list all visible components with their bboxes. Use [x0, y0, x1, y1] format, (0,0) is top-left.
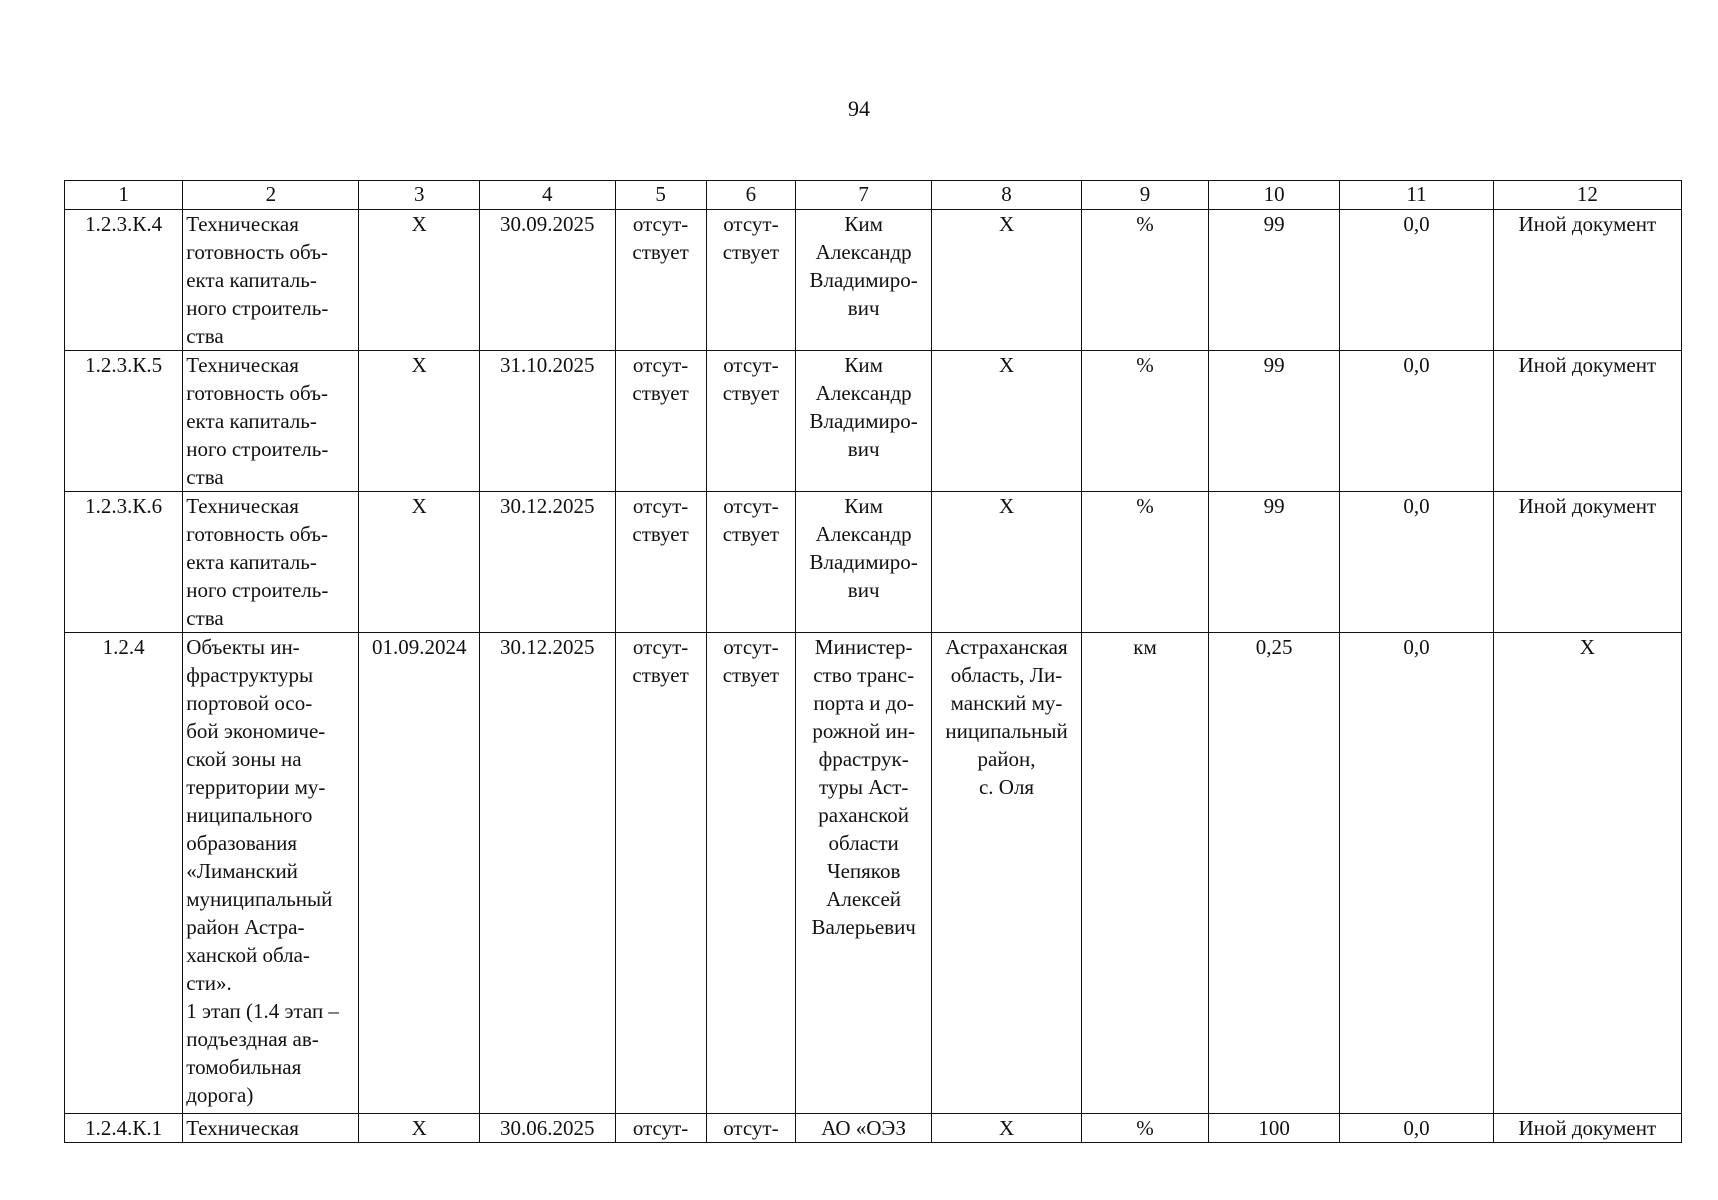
- column-header: 9: [1082, 181, 1209, 210]
- unit-cell: [1082, 633, 1209, 1114]
- document-cell: [1493, 492, 1681, 633]
- value: 99: [1263, 212, 1285, 236]
- cost: 0,0: [1403, 635, 1430, 659]
- col5-value: отсут- ствует: [632, 494, 689, 546]
- value: 0,25: [1255, 635, 1293, 659]
- row-number-cell: [65, 1114, 183, 1143]
- cost-cell: [1340, 1114, 1493, 1143]
- name-cell: [183, 210, 359, 351]
- col5-cell: [615, 210, 706, 351]
- col6-value: отсут- ствует: [722, 353, 780, 405]
- unit-cell: [1082, 492, 1209, 633]
- col5-cell: [615, 633, 706, 1114]
- start-cell: [359, 210, 479, 351]
- end-cell: [479, 1114, 615, 1143]
- start-cell: [359, 1114, 479, 1143]
- col5-value: отсут- ствует: [632, 353, 689, 405]
- column-header: 5: [615, 181, 706, 210]
- name-cell: [183, 351, 359, 492]
- row-name: Техническая готовность объ- екта капиталь- ного строитель- ства: [186, 353, 329, 489]
- unit-cell: [1082, 210, 1209, 351]
- responsible-person: АО «ОЭЗ: [821, 1116, 907, 1140]
- col6-value: отсут- ствует: [722, 212, 780, 264]
- start-date: Х: [411, 1116, 427, 1140]
- end-cell: [479, 633, 615, 1114]
- unit: %: [1136, 494, 1154, 518]
- column-header: 1: [65, 181, 183, 210]
- end-cell: [479, 351, 615, 492]
- responsible-person: Министер- ство транс- порта и до- рожной ин- фраструк- туры Аст- раханской области Чепяков Алексей Валерьевич: [811, 635, 916, 939]
- column-header: 11: [1340, 181, 1493, 210]
- col6-cell: [706, 633, 796, 1114]
- column-header: 10: [1209, 181, 1340, 210]
- location-cell: [932, 351, 1082, 492]
- col5-cell: [615, 1114, 706, 1143]
- start-cell: [359, 633, 479, 1114]
- row-number: 1.2.4.К.1: [85, 1116, 163, 1140]
- start-date: Х: [411, 212, 427, 236]
- col5-value: отсут- ствует: [632, 635, 689, 687]
- col6-value: отсут- ствует: [722, 494, 780, 546]
- cost: 0,0: [1403, 212, 1430, 236]
- unit-cell: [1082, 1114, 1209, 1143]
- name-cell: [183, 633, 359, 1114]
- table-row: [65, 1114, 1682, 1143]
- value-cell: [1209, 210, 1340, 351]
- unit: %: [1136, 1116, 1154, 1140]
- table-row: [65, 351, 1682, 492]
- document-type: Иной документ: [1518, 212, 1657, 236]
- start-date: 01.09.2024: [371, 635, 467, 659]
- cost-cell: [1340, 492, 1493, 633]
- column-number-row: [65, 181, 1682, 210]
- unit: %: [1136, 353, 1154, 377]
- value-cell: [1209, 492, 1340, 633]
- page-number: 94: [848, 96, 870, 121]
- column-header: 8: [932, 181, 1082, 210]
- start-cell: [359, 492, 479, 633]
- row-number: 1.2.3.К.4: [85, 212, 163, 236]
- cost: 0,0: [1403, 353, 1430, 377]
- unit: %: [1136, 212, 1154, 236]
- end-date: 30.12.2025: [500, 635, 595, 659]
- column-header: 2: [183, 181, 359, 210]
- start-cell: [359, 351, 479, 492]
- document-cell: [1493, 1114, 1681, 1143]
- col6-cell: [706, 1114, 796, 1143]
- table-row: [65, 492, 1682, 633]
- col6-cell: [706, 210, 796, 351]
- responsible-cell: [796, 351, 932, 492]
- row-number: 1.2.3.К.5: [85, 353, 163, 377]
- col5-value: отсут- ствует: [632, 212, 689, 264]
- document-cell: [1493, 633, 1681, 1114]
- row-number-cell: [65, 492, 183, 633]
- responsible-cell: [796, 492, 932, 633]
- location: Астраханская область, Ли- манский му- ниципальный район, с. Оля: [945, 635, 1068, 799]
- document-type: Иной документ: [1518, 494, 1657, 518]
- location: Х: [998, 353, 1015, 377]
- col6-value: отсут- ствует: [722, 635, 780, 687]
- row-number-cell: [65, 351, 183, 492]
- cost-cell: [1340, 351, 1493, 492]
- location-cell: [932, 633, 1082, 1114]
- col5-cell: [615, 492, 706, 633]
- responsible-cell: [796, 633, 932, 1114]
- end-date: 30.06.2025: [500, 1116, 595, 1140]
- end-date: 30.09.2025: [500, 212, 595, 236]
- column-header: 6: [706, 181, 796, 210]
- unit: км: [1133, 635, 1157, 659]
- location: Х: [998, 212, 1015, 236]
- value: 99: [1263, 494, 1285, 518]
- column-header: 7: [796, 181, 932, 210]
- location-cell: [932, 1114, 1082, 1143]
- start-date: Х: [411, 494, 427, 518]
- document-cell: [1493, 351, 1681, 492]
- col6-cell: [706, 492, 796, 633]
- end-date: 31.10.2025: [500, 353, 595, 377]
- column-header: 12: [1493, 181, 1681, 210]
- row-name: Техническая готовность объ- екта капиталь- ного строитель- ства: [186, 494, 329, 630]
- cost-cell: [1340, 210, 1493, 351]
- plan-table: [64, 180, 1682, 1143]
- responsible-person: Ким Александр Владимиро- вич: [809, 494, 918, 602]
- cost-cell: [1340, 633, 1493, 1114]
- document-type: Иной документ: [1518, 1116, 1657, 1140]
- col6-cell: [706, 351, 796, 492]
- responsible-cell: [796, 1114, 932, 1143]
- cost: 0,0: [1403, 494, 1430, 518]
- row-name: Техническая: [186, 1116, 299, 1140]
- responsible-person: Ким Александр Владимиро- вич: [809, 353, 918, 461]
- location: Х: [998, 1116, 1015, 1140]
- location-cell: [932, 492, 1082, 633]
- row-name: Объекты ин- фраструктуры портовой осо- бой экономиче- ской зоны на территории му- ниципального образования «Лиманский муниципальный район Астра- ханской обла- сти». 1 этап (1.4 этап – подъездная ав- томобильная дорога): [186, 635, 339, 1107]
- document-type: Х: [1579, 635, 1595, 659]
- value: 100: [1258, 1116, 1290, 1140]
- end-cell: [479, 492, 615, 633]
- row-name: Техническая готовность объ- екта капиталь- ного строитель- ства: [186, 212, 329, 348]
- row-number: 1.2.3.К.6: [85, 494, 163, 518]
- end-cell: [479, 210, 615, 351]
- cost: 0,0: [1403, 1116, 1430, 1140]
- start-date: Х: [411, 353, 427, 377]
- column-header: 3: [359, 181, 479, 210]
- responsible-cell: [796, 210, 932, 351]
- responsible-person: Ким Александр Владимиро- вич: [809, 212, 918, 320]
- location: Х: [998, 494, 1015, 518]
- row-number: 1.2.4: [102, 635, 145, 659]
- location-cell: [932, 210, 1082, 351]
- value-cell: [1209, 633, 1340, 1114]
- row-number-cell: [65, 210, 183, 351]
- col6-value: отсут-: [723, 1116, 779, 1140]
- col5-cell: [615, 351, 706, 492]
- table-row: [65, 633, 1682, 1114]
- row-number-cell: [65, 633, 183, 1114]
- unit-cell: [1082, 351, 1209, 492]
- value: 99: [1263, 353, 1285, 377]
- document-cell: [1493, 210, 1681, 351]
- value-cell: [1209, 351, 1340, 492]
- column-header: 4: [479, 181, 615, 210]
- end-date: 30.12.2025: [500, 494, 595, 518]
- document-type: Иной документ: [1518, 353, 1657, 377]
- value-cell: [1209, 1114, 1340, 1143]
- col5-value: отсут-: [632, 1116, 689, 1140]
- table-row: [65, 210, 1682, 351]
- name-cell: [183, 1114, 359, 1143]
- name-cell: [183, 492, 359, 633]
